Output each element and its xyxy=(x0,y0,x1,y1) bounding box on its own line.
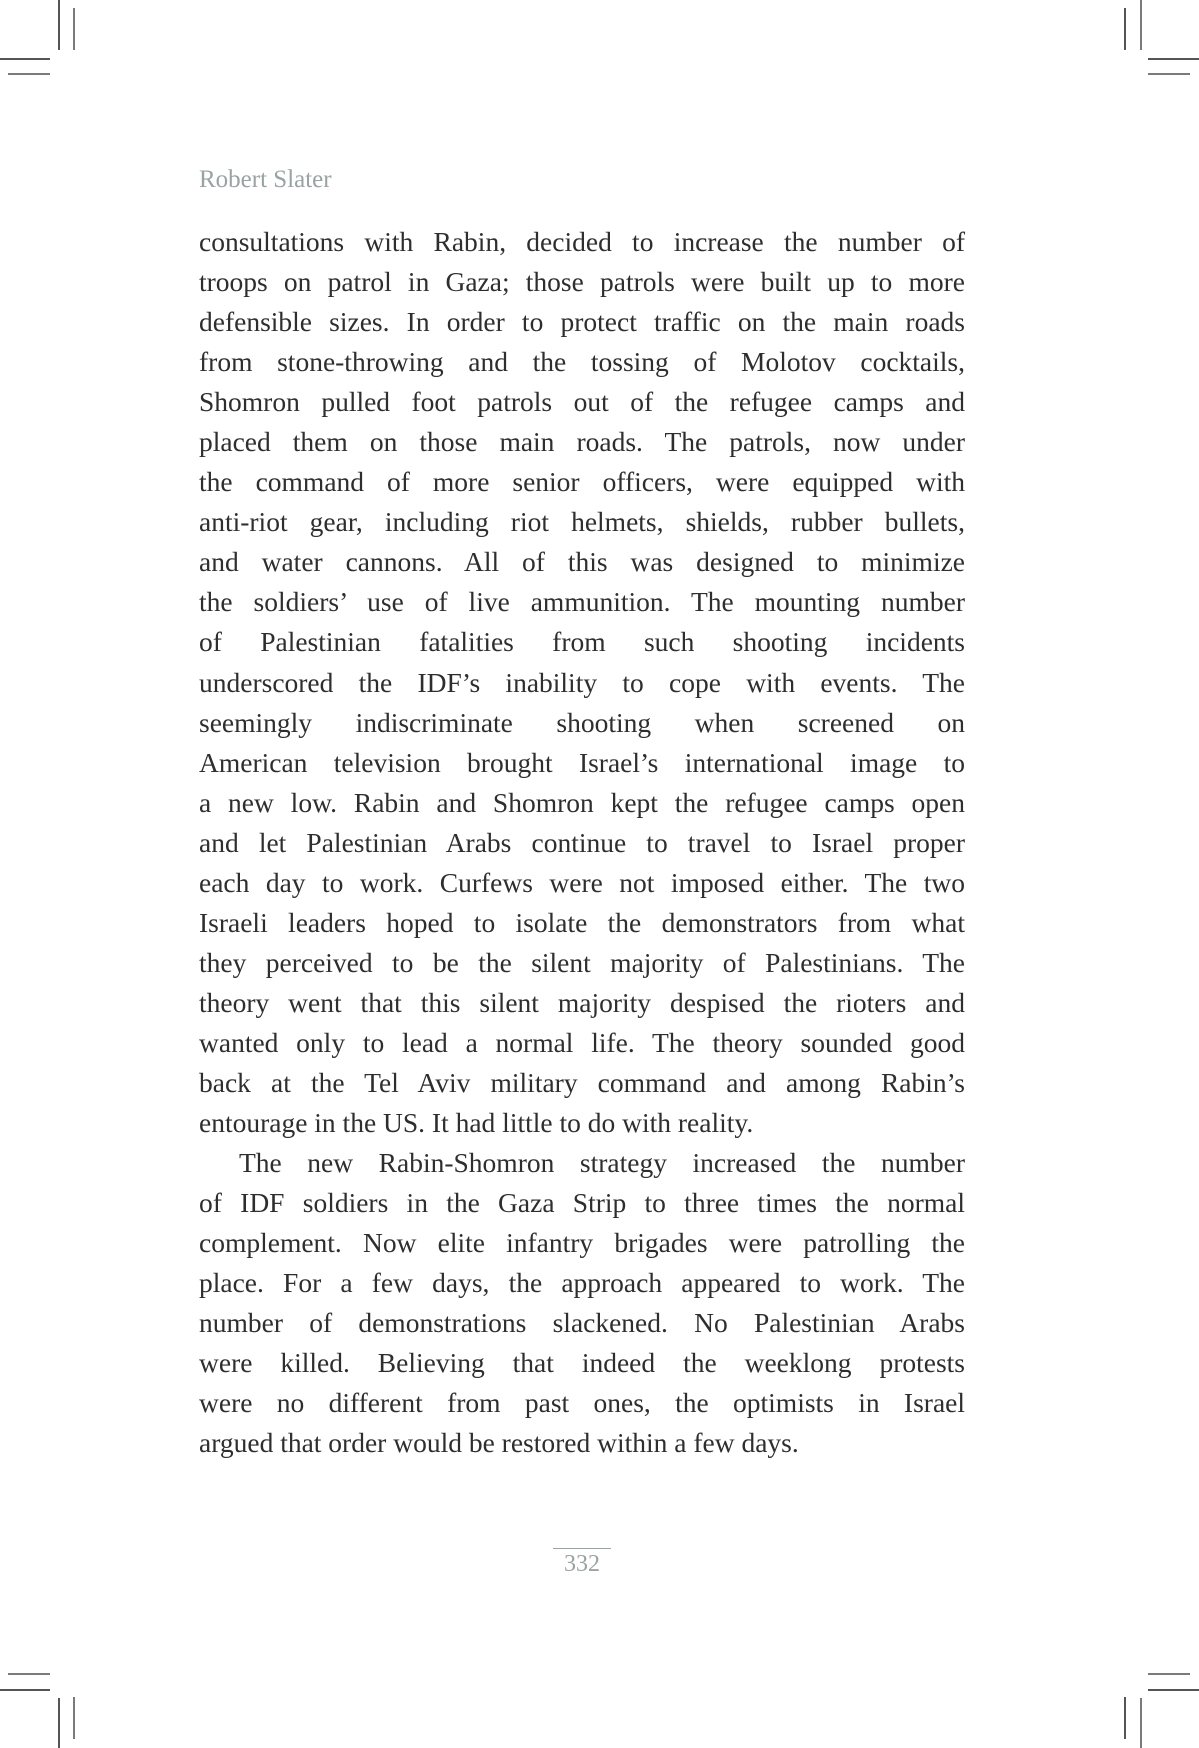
text-line: placed them on those main roads. The patrols, now under xyxy=(199,426,965,458)
crop-mark-bottom-left-vertical-inner xyxy=(73,1697,75,1739)
text-line: entourage in the US. It had little to do with reality. xyxy=(199,1107,754,1139)
text-line: number of demonstrations slackened. No Palestinian Arabs xyxy=(199,1307,965,1339)
text-line: argued that order would be restored within a few days. xyxy=(199,1427,799,1459)
page-number: 332 xyxy=(553,1548,611,1577)
crop-mark-top-left-horizontal-outer xyxy=(0,58,50,60)
crop-mark-top-right-horizontal-inner xyxy=(1148,73,1190,75)
crop-mark-bottom-right-horizontal-inner xyxy=(1148,1673,1190,1675)
text-line: defensible sizes. In order to protect traffic on the main roads xyxy=(199,306,965,338)
crop-mark-top-right-vertical-outer xyxy=(1140,0,1142,50)
text-line: back at the Tel Aviv military command and among Rabin’s xyxy=(199,1066,965,1098)
crop-mark-top-left-horizontal-inner xyxy=(8,73,50,75)
text-line: anti-riot gear, including riot helmets, shields, rubber bullets, xyxy=(199,506,965,538)
text-line: were killed. Believing that indeed the weeklong protests xyxy=(199,1347,965,1379)
text-line: and let Palestinian Arabs continue to travel to Israel proper xyxy=(199,826,965,858)
body-text xyxy=(199,222,965,1463)
text-line: from stone-throwing and the tossing of Molotov cocktails, xyxy=(199,346,965,378)
text-line: of Palestinian fatalities from such shooting incidents xyxy=(199,626,965,658)
text-line: complement. Now elite infantry brigades were patrolling the xyxy=(199,1227,965,1259)
text-line: seemingly indiscriminate shooting when screened on xyxy=(199,706,965,738)
text-line: American television brought Israel’s international image to xyxy=(199,746,965,778)
text-line: Israeli leaders hoped to isolate the demonstrators from what xyxy=(199,906,965,938)
text-line: The new Rabin-Shomron strategy increased the number xyxy=(239,1147,965,1179)
crop-mark-top-left-vertical-outer xyxy=(58,0,60,50)
text-line: and water cannons. All of this was designed to minimize xyxy=(199,546,965,578)
text-line: the soldiers’ use of live ammunition. The mounting number xyxy=(199,586,965,618)
text-line: of IDF soldiers in the Gaza Strip to three times the normal xyxy=(199,1187,965,1219)
crop-mark-bottom-left-horizontal-outer xyxy=(0,1689,50,1691)
crop-mark-top-right-horizontal-outer xyxy=(1148,58,1199,60)
crop-mark-bottom-left-vertical-outer xyxy=(58,1698,60,1748)
text-line: troops on patrol in Gaza; those patrols were built up to more xyxy=(199,266,965,298)
paragraph xyxy=(199,222,965,1143)
crop-mark-bottom-left-horizontal-inner xyxy=(8,1673,50,1675)
text-line: a new low. Rabin and Shomron kept the refugee camps open xyxy=(199,786,965,818)
text-line: Shomron pulled foot patrols out of the refugee camps and xyxy=(199,386,965,418)
text-line: the command of more senior officers, were equipped with xyxy=(199,466,965,498)
text-line: wanted only to lead a normal life. The theory sounded good xyxy=(199,1026,965,1058)
text-line: consultations with Rabin, decided to increase the number of xyxy=(199,226,965,257)
text-line: they perceived to be the silent majority of Palestinians. The xyxy=(199,946,965,978)
crop-mark-bottom-right-vertical-outer xyxy=(1140,1698,1142,1748)
running-head-author: Robert Slater xyxy=(199,166,332,193)
text-line: were no different from past ones, the optimists in Israel xyxy=(199,1387,965,1419)
text-line: underscored the IDF’s inability to cope with events. The xyxy=(199,666,965,698)
crop-mark-top-right-vertical-inner xyxy=(1124,8,1126,50)
crop-mark-top-left-vertical-inner xyxy=(73,8,75,50)
text-line: place. For a few days, the approach appeared to work. The xyxy=(199,1267,965,1299)
crop-mark-bottom-right-horizontal-outer xyxy=(1148,1689,1199,1691)
paragraph xyxy=(199,1143,965,1463)
text-line: theory went that this silent majority despised the rioters and xyxy=(199,986,965,1018)
crop-mark-bottom-right-vertical-inner xyxy=(1124,1697,1126,1739)
text-line: each day to work. Curfews were not imposed either. The two xyxy=(199,866,965,898)
